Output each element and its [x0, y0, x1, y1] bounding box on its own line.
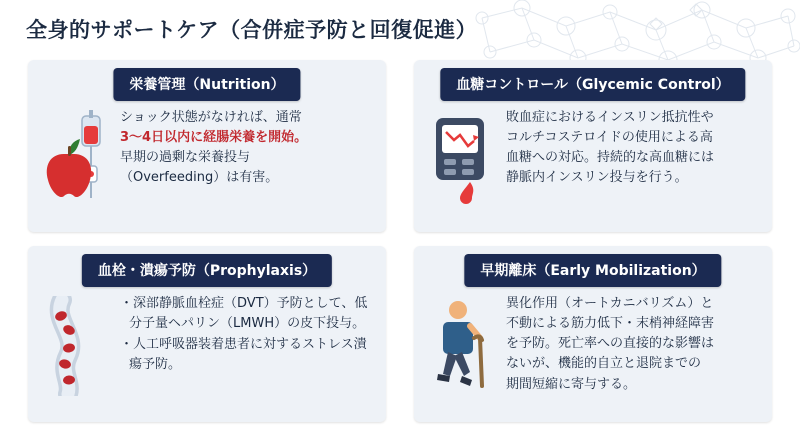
card-prophylaxis-header: 血栓・潰瘍予防（Prophylaxis）: [82, 254, 332, 287]
cards-grid: [28, 60, 772, 422]
card-nutrition-header: 栄養管理（Nutrition）: [113, 68, 300, 101]
card-glycemic-control: [414, 60, 772, 232]
text-line: 早期の過剰な栄養投与: [120, 150, 251, 166]
text-line: （Overfeeding）は有害。: [120, 170, 279, 186]
glucose-meter-icon: [414, 106, 506, 206]
text-line: 異化作用（オートカニバリズム）と: [506, 296, 714, 311]
page-title: 全身的サポートケア（合併症予防と回復促進）: [26, 18, 478, 42]
text-line: を予防。死亡率への直接的な影響は: [506, 336, 715, 352]
text-line: 不動による筋力低下・末梢神経障害: [506, 316, 715, 332]
card-nutrition: [28, 60, 386, 232]
walking-patient-cane-icon: [414, 292, 506, 396]
text-line: コルチコステロイドの使用による高: [506, 130, 713, 146]
card-glycemic-control-header: 血糖コントロール（Glycemic Control）: [440, 68, 745, 101]
card-prophylaxis: [28, 246, 386, 422]
card-early-mobilization-header: 早期離床（Early Mobilization）: [464, 254, 721, 287]
card-nutrition-body: [28, 106, 386, 226]
card-glycemic-control-text: [506, 106, 728, 189]
text-line: ないが、機能的自立と退院までの: [506, 356, 702, 372]
text-line: 静脈内インスリン投与を行う。: [506, 170, 688, 186]
card-glycemic-control-body: [414, 106, 772, 226]
card-prophylaxis-text: [120, 292, 386, 377]
text-line: ショック状態がなければ、通常: [120, 110, 302, 125]
card-nutrition-text: [120, 106, 321, 189]
blood-vessel-icon: [28, 292, 120, 396]
list-item: ・ 深部静脈血栓症（DVT）予防として、低分子量ヘパリン（LMWH）の皮下投与。: [120, 294, 372, 334]
text-line: 血糖への対応。持続的な高血糖には: [506, 150, 715, 166]
list-item: ・ 人工呼吸器装着患者に対するストレス潰瘍予防。: [120, 335, 372, 375]
text-line: 期間短縮に寄与する。: [506, 376, 637, 392]
card-early-mobilization-text: [506, 292, 728, 395]
card-prophylaxis-body: [28, 292, 386, 416]
text-line: 敗血症におけるインスリン抵抗性や: [506, 110, 714, 125]
card-early-mobilization-body: [414, 292, 772, 416]
apple-iv-drip-icon: [28, 106, 120, 206]
text-line-highlight: 3〜4日以内に経腸栄養を開始。: [120, 130, 308, 146]
card-early-mobilization: [414, 246, 772, 422]
